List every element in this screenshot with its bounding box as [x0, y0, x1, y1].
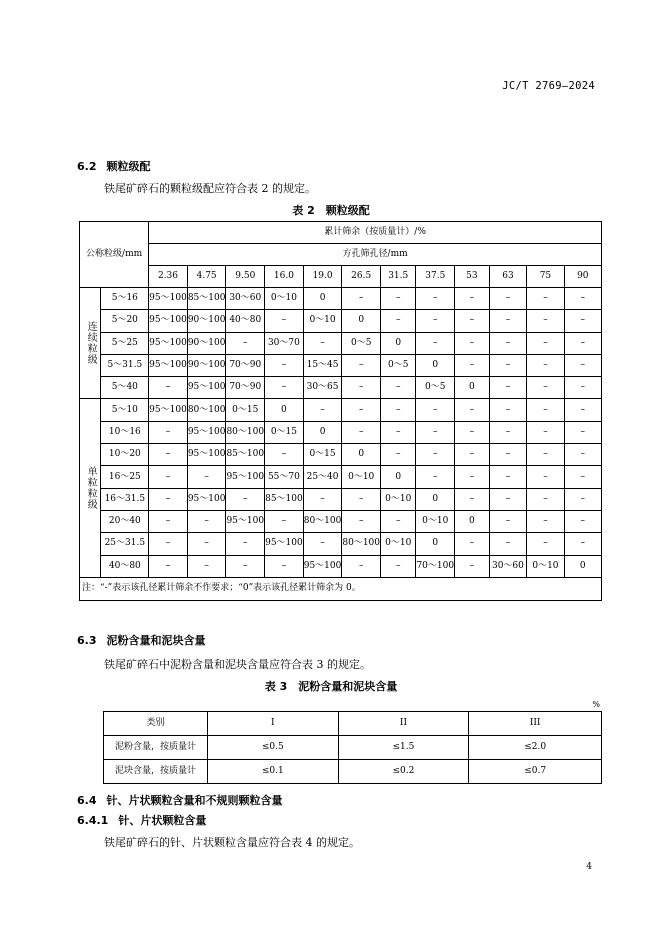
category-cell: 泥粉含量，按质量计 — [104, 736, 208, 760]
value-cell: ≤0.2 — [338, 760, 469, 784]
size-range-cell: 5～25 — [101, 332, 149, 354]
value-cell: – — [489, 466, 527, 488]
value-cell: 55～70 — [265, 466, 304, 488]
value-cell: 70～90 — [226, 354, 265, 376]
sieve-size-cell: 4.75 — [187, 266, 226, 288]
value-cell: – — [149, 510, 188, 532]
section-title: 颗粒级配 — [106, 160, 151, 173]
value-cell: 95～100 — [303, 555, 342, 577]
value-cell: – — [381, 555, 416, 577]
section-number: 6.2 — [77, 160, 97, 173]
value-cell: 0～10 — [381, 533, 416, 555]
value-cell: 0 — [416, 488, 455, 510]
value-cell: 80～100 — [303, 510, 342, 532]
value-cell: 95～100 — [149, 399, 188, 421]
value-cell: ≤0.7 — [469, 760, 602, 784]
value-cell: – — [527, 354, 564, 376]
value-cell: 90～100 — [187, 332, 226, 354]
value-cell: 30～60 — [226, 288, 265, 310]
value-cell: – — [226, 332, 265, 354]
sieve-size-cell: 53 — [455, 266, 490, 288]
value-cell: 0 — [342, 444, 381, 466]
value-cell: 90～100 — [187, 310, 226, 332]
value-cell: – — [342, 555, 381, 577]
value-cell: – — [564, 399, 601, 421]
value-cell: – — [416, 288, 455, 310]
value-cell: – — [455, 555, 490, 577]
value-cell: – — [303, 332, 342, 354]
size-range-cell: 16～25 — [101, 466, 149, 488]
value-cell: 95～100 — [226, 510, 265, 532]
value-cell: – — [416, 421, 455, 443]
value-cell: – — [416, 444, 455, 466]
section-title: 针、片状颗粒含量和不规则颗粒含量 — [106, 794, 283, 807]
category-cell: 泥块含量，按质量计 — [104, 760, 208, 784]
value-cell: – — [187, 533, 226, 555]
sieve-size-cell: 75 — [527, 266, 564, 288]
value-cell: – — [455, 354, 490, 376]
table-row — [80, 555, 602, 577]
table-row — [104, 760, 602, 784]
value-cell: – — [381, 399, 416, 421]
section-6-2-text: 铁尾矿碎石的颗粒级配应符合表 2 的规定。 — [104, 182, 316, 195]
table-row — [80, 288, 602, 310]
value-cell: 85～100 — [226, 444, 265, 466]
section-6-3-text: 铁尾矿碎石中泥粉含量和泥块含量应符合表 3 的规定。 — [104, 658, 371, 671]
size-range-cell: 10～16 — [101, 421, 149, 443]
value-cell: – — [226, 555, 265, 577]
value-cell: 95～100 — [226, 466, 265, 488]
value-cell: 95～100 — [149, 310, 188, 332]
grading-table — [79, 221, 602, 601]
value-cell: 0 — [381, 332, 416, 354]
value-cell: 0～10 — [303, 310, 342, 332]
value-cell: – — [226, 533, 265, 555]
value-cell: – — [527, 488, 564, 510]
section-title: 针、片状颗粒含量 — [118, 814, 207, 827]
size-range-cell: 20～40 — [101, 510, 149, 532]
value-cell: – — [265, 555, 304, 577]
value-cell: – — [342, 288, 381, 310]
size-range-cell: 5～20 — [101, 310, 149, 332]
value-cell: – — [489, 332, 527, 354]
value-cell: – — [455, 466, 490, 488]
nominal-size-header: 公称粒级/mm — [80, 222, 149, 288]
value-cell: 0 — [342, 310, 381, 332]
header-cell: III — [469, 712, 602, 736]
value-cell: 0～10 — [342, 466, 381, 488]
value-cell: 0～5 — [381, 354, 416, 376]
header-cell: I — [207, 712, 338, 736]
value-cell: 0～15 — [303, 444, 342, 466]
value-cell: – — [564, 332, 601, 354]
table-row — [104, 736, 602, 760]
table-header-row — [80, 244, 602, 266]
value-cell: – — [265, 510, 304, 532]
value-cell: – — [527, 332, 564, 354]
value-cell: – — [381, 310, 416, 332]
value-cell: – — [381, 510, 416, 532]
value-cell: – — [527, 466, 564, 488]
value-cell: 95～100 — [149, 354, 188, 376]
value-cell: 80～100 — [226, 421, 265, 443]
value-cell: – — [342, 488, 381, 510]
value-cell: – — [342, 399, 381, 421]
value-cell: – — [564, 466, 601, 488]
value-cell: – — [149, 377, 188, 399]
value-cell: – — [564, 533, 601, 555]
continuous-grading-group: 连续粒级 — [80, 288, 101, 399]
value-cell: – — [381, 444, 416, 466]
value-cell: – — [527, 510, 564, 532]
size-range-cell: 16～31.5 — [101, 488, 149, 510]
value-cell: 0～15 — [226, 399, 265, 421]
value-cell: 85～100 — [187, 288, 226, 310]
value-cell: 95～100 — [187, 377, 226, 399]
table-3-unit: % — [592, 700, 600, 709]
value-cell: 0～15 — [265, 421, 304, 443]
sieve-sizes-row — [80, 266, 602, 288]
value-cell: 30～60 — [489, 555, 527, 577]
value-cell: – — [489, 377, 527, 399]
size-range-cell: 25～31.5 — [101, 533, 149, 555]
sieve-size-header: 方孔筛孔径/mm — [149, 244, 602, 266]
value-cell: – — [265, 354, 304, 376]
value-cell: – — [149, 466, 188, 488]
value-cell: – — [149, 488, 188, 510]
value-cell: – — [303, 488, 342, 510]
value-cell: – — [564, 488, 601, 510]
value-cell: 80～100 — [187, 399, 226, 421]
cumulative-retained-header: 累计筛余（按质量计）/% — [149, 222, 602, 244]
sieve-size-cell: 16.0 — [265, 266, 304, 288]
value-cell: 0 — [303, 421, 342, 443]
value-cell: – — [455, 488, 490, 510]
value-cell: – — [342, 421, 381, 443]
table-row — [80, 399, 602, 421]
table-header-row — [104, 712, 602, 736]
value-cell: – — [265, 444, 304, 466]
value-cell: – — [564, 310, 601, 332]
sieve-size-cell: 26.5 — [342, 266, 381, 288]
value-cell: 95～100 — [187, 488, 226, 510]
value-cell: 70～90 — [226, 377, 265, 399]
table-row — [80, 332, 602, 354]
section-number: 6.3 — [77, 634, 97, 647]
sieve-size-cell: 90 — [564, 266, 601, 288]
value-cell: – — [187, 466, 226, 488]
table-row — [80, 354, 602, 376]
page-number: 4 — [586, 862, 592, 872]
section-number: 6.4 — [77, 794, 97, 807]
value-cell: 0～10 — [416, 510, 455, 532]
table-note: 注：“-”表示该孔径累计筛余不作要求；“0”表示该孔径累计筛余为 0。 — [80, 577, 602, 600]
value-cell: 85～100 — [265, 488, 304, 510]
value-cell: – — [564, 354, 601, 376]
value-cell: 95～100 — [187, 421, 226, 443]
size-range-cell: 5～40 — [101, 377, 149, 399]
value-cell: 0～5 — [416, 377, 455, 399]
value-cell: 0～5 — [342, 332, 381, 354]
sieve-size-cell: 2.36 — [149, 266, 188, 288]
value-cell: ≤0.1 — [207, 760, 338, 784]
section-6-4-heading — [77, 792, 283, 808]
value-cell: 30～70 — [265, 332, 304, 354]
table-row — [80, 466, 602, 488]
size-range-cell: 40～80 — [101, 555, 149, 577]
value-cell: – — [489, 288, 527, 310]
value-cell: 80～100 — [342, 533, 381, 555]
value-cell: – — [381, 288, 416, 310]
mud-content-table — [103, 711, 602, 784]
value-cell: 0～10 — [265, 288, 304, 310]
table-2-caption: 表 2 颗粒级配 — [292, 204, 370, 217]
value-cell: – — [489, 354, 527, 376]
value-cell: 0 — [455, 510, 490, 532]
value-cell: – — [489, 444, 527, 466]
value-cell: – — [489, 533, 527, 555]
value-cell: – — [564, 421, 601, 443]
value-cell: – — [489, 488, 527, 510]
table-row — [80, 377, 602, 399]
header-cell: 类别 — [104, 712, 208, 736]
value-cell: – — [455, 399, 490, 421]
value-cell: 0 — [416, 354, 455, 376]
value-cell: – — [527, 444, 564, 466]
table-3-caption: 表 3 泥粉含量和泥块含量 — [264, 680, 398, 693]
value-cell: ≤1.5 — [338, 736, 469, 760]
table-header-row — [80, 222, 602, 244]
value-cell: – — [489, 310, 527, 332]
size-range-cell: 5～31.5 — [101, 354, 149, 376]
table-row — [80, 533, 602, 555]
value-cell: – — [303, 533, 342, 555]
value-cell: 90～100 — [187, 354, 226, 376]
value-cell: 30～65 — [303, 377, 342, 399]
value-cell: – — [564, 510, 601, 532]
value-cell: – — [455, 310, 490, 332]
section-6-3-heading — [77, 632, 206, 648]
section-6-4-1-heading — [77, 812, 206, 828]
value-cell: – — [455, 421, 490, 443]
section-title: 泥粉含量和泥块含量 — [106, 634, 206, 647]
value-cell: – — [342, 377, 381, 399]
table-row — [80, 488, 602, 510]
value-cell: 0 — [564, 555, 601, 577]
value-cell: – — [342, 510, 381, 532]
value-cell: 95～100 — [149, 332, 188, 354]
size-range-cell: 5～16 — [101, 288, 149, 310]
header-cell: II — [338, 712, 469, 736]
value-cell: – — [455, 332, 490, 354]
value-cell: – — [187, 510, 226, 532]
value-cell: 15～45 — [303, 354, 342, 376]
value-cell: ≤0.5 — [207, 736, 338, 760]
value-cell: 0 — [303, 288, 342, 310]
sieve-size-cell: 37.5 — [416, 266, 455, 288]
value-cell: 70～100 — [416, 555, 455, 577]
value-cell: – — [226, 488, 265, 510]
value-cell: 25～40 — [303, 466, 342, 488]
value-cell: – — [455, 444, 490, 466]
size-range-cell: 5～10 — [101, 399, 149, 421]
sieve-size-cell: 63 — [489, 266, 527, 288]
table-row — [80, 444, 602, 466]
value-cell: 95～100 — [187, 444, 226, 466]
table-row — [80, 421, 602, 443]
value-cell: – — [187, 555, 226, 577]
value-cell: – — [149, 421, 188, 443]
value-cell: – — [265, 310, 304, 332]
value-cell: 0 — [265, 399, 304, 421]
value-cell: – — [381, 421, 416, 443]
value-cell: – — [381, 377, 416, 399]
value-cell: – — [564, 444, 601, 466]
table-row — [80, 310, 602, 332]
value-cell: 0 — [416, 533, 455, 555]
single-size-group: 单粒粒级 — [80, 399, 101, 577]
value-cell: – — [564, 377, 601, 399]
value-cell: 0～10 — [527, 555, 564, 577]
section-6-2-heading — [77, 158, 151, 174]
value-cell: – — [527, 421, 564, 443]
value-cell: – — [489, 399, 527, 421]
value-cell: – — [303, 399, 342, 421]
value-cell: – — [416, 310, 455, 332]
value-cell: – — [149, 533, 188, 555]
value-cell: – — [527, 377, 564, 399]
sieve-size-cell: 9.50 — [226, 266, 265, 288]
value-cell: – — [527, 288, 564, 310]
value-cell: 95～100 — [265, 533, 304, 555]
sieve-size-cell: 31.5 — [381, 266, 416, 288]
section-number: 6.4.1 — [77, 814, 109, 827]
value-cell: ≤2.0 — [469, 736, 602, 760]
value-cell: – — [489, 510, 527, 532]
standard-code: JC/T 2769—2024 — [502, 80, 595, 92]
value-cell: 40～80 — [226, 310, 265, 332]
value-cell: – — [149, 555, 188, 577]
value-cell: – — [416, 332, 455, 354]
value-cell: – — [265, 377, 304, 399]
size-range-cell: 10～20 — [101, 444, 149, 466]
value-cell: – — [416, 399, 455, 421]
value-cell: – — [527, 310, 564, 332]
value-cell: – — [489, 421, 527, 443]
value-cell: – — [527, 399, 564, 421]
value-cell: – — [416, 466, 455, 488]
value-cell: – — [455, 288, 490, 310]
value-cell: – — [564, 288, 601, 310]
value-cell: – — [342, 354, 381, 376]
value-cell: – — [455, 533, 490, 555]
value-cell: 0～10 — [381, 488, 416, 510]
sieve-size-cell: 19.0 — [303, 266, 342, 288]
section-6-4-1-text: 铁尾矿碎石的针、片状颗粒含量应符合表 4 的规定。 — [104, 836, 360, 849]
value-cell: – — [527, 533, 564, 555]
value-cell: 0 — [381, 466, 416, 488]
value-cell: 95～100 — [149, 288, 188, 310]
value-cell: – — [149, 444, 188, 466]
table-row — [80, 510, 602, 532]
value-cell: 0 — [455, 377, 490, 399]
